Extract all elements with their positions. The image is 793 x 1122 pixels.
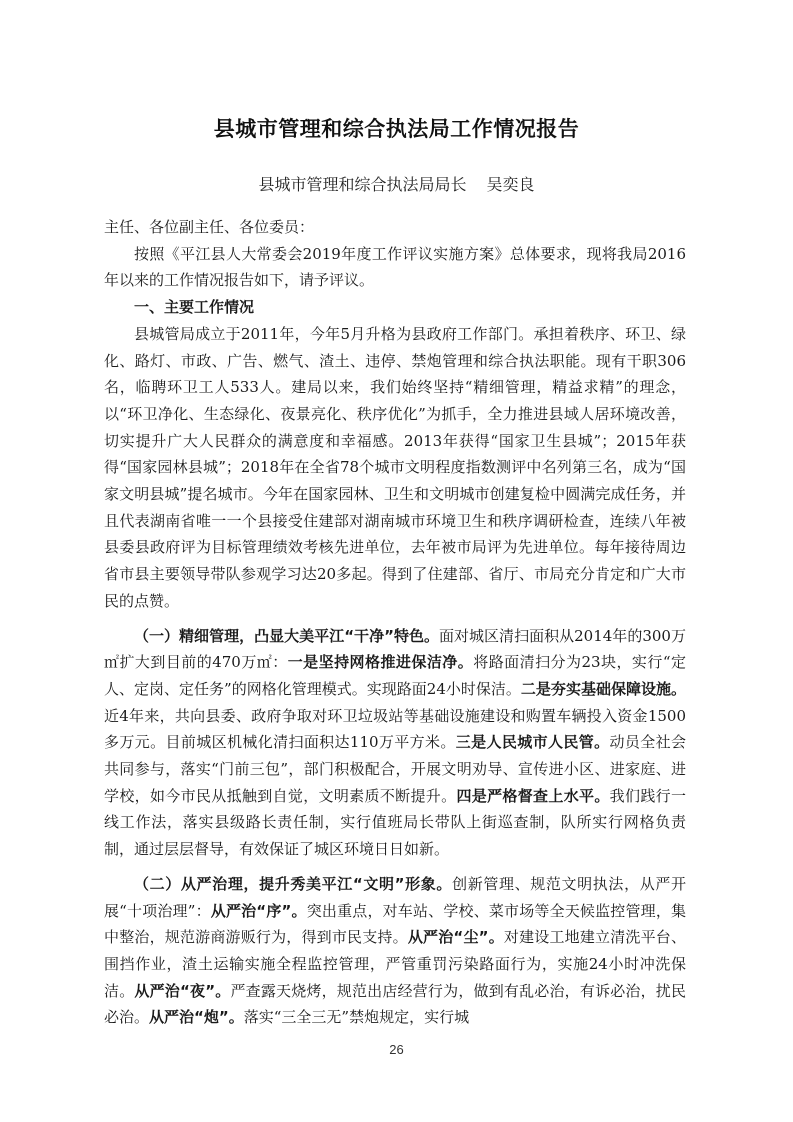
paragraph-text: 我们践行一线工作法，落实县级路长责任制，实行值班局长带队上街巡查制，队所实行网格负责制，通过层层督导，有效保证了城区环境日日如新。 xyxy=(104,786,686,859)
paragraph-text: 面对城区清扫面积从2014年的300万㎡扩大到目前的470万㎡： xyxy=(104,626,686,672)
bold-point: 从严治“序”。 xyxy=(210,901,307,920)
paragraph-text: 近4年来，共向县委、政府争取对环卫垃圾站等基础设施建设和购置车辆投入资金1500多万元。目前城区机械化清扫面积达110万平方米。 xyxy=(104,706,686,752)
paragraph-text: 将路面清扫分为23块，实行“定人、定岗、定任务”的网格化管理模式。实现路面24小时保洁。 xyxy=(104,653,686,698)
author-role: 县城市管理和综合执法局局长 xyxy=(258,175,467,194)
subsection-heading: （二）从严治理，提升秀美平江“文明”形象。 xyxy=(134,874,453,893)
salutation: 主任、各位副主任、各位委员： xyxy=(104,218,315,236)
document-body xyxy=(104,214,686,1031)
page-number: 26 xyxy=(389,1042,404,1057)
paragraph-text: 落实“三全三无”禁炮规定，实行城 xyxy=(243,1008,470,1027)
subsection-paragraph-2 xyxy=(104,871,686,1031)
section-paragraph: 县城管局成立于2011年，今年5月升格为县政府工作部门。承担着秩序、环卫、绿化、路灯、市政、广告、燃气、渣土、违停、禁炮管理和综合执法职能。现有干职306名，临聘环卫工人533人。建局以来，我们始终坚持“精细管理，精益求精”的理念，以“环卫净化、生态绿化、夜景亮化、秩序优化”为抓手，全力推进县域人居环境改善，切实提升广大人民群众的满意度和幸福感。2013年获得“国家卫生县城”；2015年获得“国家园林县城”；2018年在全省78个城市文明程度指数测评中名列第三名，成为“国家文明县城”提名城市。今年在国家园林、卫生和文明城市创建复检中圆满完成任务，并且代表湖南省唯一一个县接受住建部对湖南城市环境卫生和秩序调研检查，连续八年被县委县政府评为目标管理绩效考核先进单位，去年被市局评为先进单位。每年接待周边省市县主要领导带队参观学习达20多起。得到了住建部、省厅、市局充分肯定和广大市民的点赞。 xyxy=(104,324,686,610)
bold-point: 三是人民城市人民管。 xyxy=(455,733,610,752)
subsection-paragraph-1 xyxy=(104,623,686,863)
paragraph-text: 动员全社会共同参与，落实“门前三包”，部门积极配合，开展文明劝导、宣传进小区、进家庭、进学校，如今市民从抵触到自觉，文明素质不断提升。 xyxy=(104,733,686,805)
section-heading: 一、主要工作情况 xyxy=(134,298,255,317)
author-line xyxy=(0,172,793,195)
bold-point: 二是夯实基础保障设施。 xyxy=(520,679,686,698)
bold-point: 从严治“炮”。 xyxy=(149,1008,244,1027)
paragraph-text: 突出重点，对车站、学校、菜市场等全天候监控管理，集中整治，规范游商游贩行为，得到市民支持。 xyxy=(104,901,686,947)
bold-point: 从严治“尘”。 xyxy=(407,928,504,947)
paragraph-text: 创新管理、规范文明执法，从严开展“十项治理”： xyxy=(104,874,686,920)
paragraph-text: 严查露天烧烤，规范出店经营行为，做到有乱必治，有诉必治，扰民必治。 xyxy=(104,981,686,1027)
paragraph-text: 对建设工地建立清洗平台、围挡作业，渣土运输实施全程监控管理，严管重罚污染路面行为，实施24小时冲洗保洁。 xyxy=(104,928,686,1000)
intro-paragraph: 按照《平江县人大常委会2019年度工作评议实施方案》总体要求，现将我局2016年以来的工作情况报告如下，请予评议。 xyxy=(104,244,686,290)
author-name: 吴奕良 xyxy=(486,175,535,194)
bold-point: 四是严格督查上水平。 xyxy=(456,786,610,805)
bold-point: 一是坚持网格推进保洁净。 xyxy=(287,653,474,672)
page-title: 县城市管理和综合执法局工作情况报告 xyxy=(213,117,580,141)
bold-point: 从严治“夜”。 xyxy=(134,981,231,1000)
subsection-heading: （一）精细管理，凸显大美平江“干净”特色。 xyxy=(134,626,439,645)
